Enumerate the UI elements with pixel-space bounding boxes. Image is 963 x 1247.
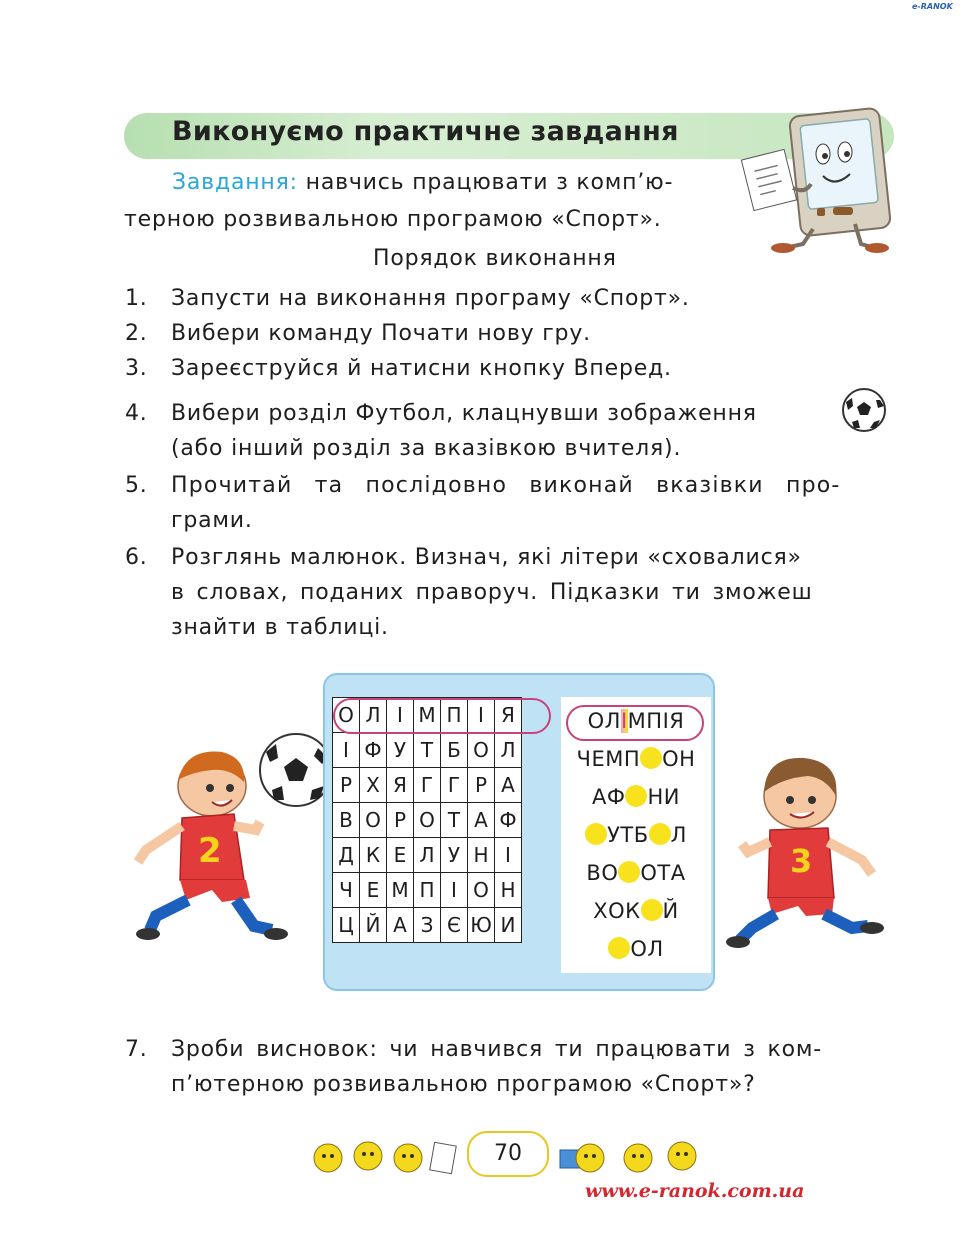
grid-row: [333, 803, 522, 838]
grid-cell: Л: [495, 733, 522, 768]
grid-cell: Д: [333, 838, 360, 873]
task-text-1: навчись працювати з комп’ю-: [305, 170, 674, 195]
hidden-letter-dot: [585, 823, 607, 845]
grid-cell: І: [468, 698, 495, 733]
hidden-letter-dot: [618, 861, 640, 883]
grid-cell: Я: [495, 698, 522, 733]
word-part: МПІЯ: [627, 709, 685, 733]
grid-cell: Ч: [333, 873, 360, 908]
grid-cell: О: [360, 803, 387, 838]
grid-cell: Е: [387, 838, 414, 873]
hidden-letter-dot: [640, 747, 662, 769]
step-text: Вибери розділ Футбол, клацнувши зображення: [171, 401, 757, 426]
grid-cell: В: [333, 803, 360, 838]
grid-cell: О: [414, 803, 441, 838]
soccer-ball-icon: [840, 386, 888, 434]
word-part: ОТА: [640, 861, 686, 885]
jersey-number: 2: [198, 831, 222, 871]
grid-cell: І: [495, 838, 522, 873]
step-text: Розглянь малюнок. Визнач, які літери «сховалися»: [171, 545, 802, 570]
revealed-letter: І: [620, 709, 628, 733]
grid-row: [333, 733, 522, 768]
word-part: Л: [670, 823, 687, 847]
jersey-number: 3: [790, 842, 813, 880]
highlight-oval: [566, 705, 704, 741]
word-part: ЧЕМП: [576, 747, 641, 771]
puzzle-word: [561, 785, 711, 809]
step-text: Прочитай та послідовно виконай вказівки про-: [171, 473, 841, 498]
grid-cell: Т: [414, 733, 441, 768]
step-2: [125, 316, 890, 351]
step-number: 3.: [125, 356, 148, 381]
grid-cell: Я: [387, 768, 414, 803]
step-3: [125, 351, 890, 386]
grid-cell: З: [414, 908, 441, 943]
grid-cell: О: [333, 698, 360, 733]
grid-cell: І: [441, 873, 468, 908]
step-text: (або інший розділ за вказівкою вчителя).: [171, 436, 682, 461]
step-text: грами.: [171, 508, 253, 533]
word-part: ОЛ: [630, 937, 664, 961]
grid-cell: Ц: [333, 908, 360, 943]
publisher-url: www.e-ranok.com.ua: [585, 1180, 805, 1202]
grid-row: [333, 908, 522, 943]
grid-cell: Х: [360, 768, 387, 803]
puzzle-word: [561, 823, 711, 847]
grid-cell: Н: [495, 873, 522, 908]
grid-cell: Є: [441, 908, 468, 943]
grid-cell: У: [441, 838, 468, 873]
grid-cell: И: [495, 908, 522, 943]
grid-cell: Т: [441, 803, 468, 838]
step-number: 7.: [125, 1037, 148, 1062]
grid-cell: О: [468, 873, 495, 908]
grid-cell: Л: [360, 698, 387, 733]
grid-cell: Р: [333, 768, 360, 803]
grid-cell: К: [360, 838, 387, 873]
step-1: [125, 281, 890, 316]
task-line-2: терною розвивальною програмою «Спорт».: [124, 207, 662, 232]
tablet-mascot-illustration: [735, 104, 895, 256]
step-5: [125, 468, 890, 538]
hidden-letter-dot: [649, 823, 671, 845]
step-text: Вибери команду Почати нову гру.: [171, 321, 591, 346]
hidden-letter-dot: [608, 937, 630, 959]
grid-cell: Г: [414, 768, 441, 803]
highlight-oval: [333, 698, 551, 734]
step-text: Зроби висновок: чи навчився ти працювати з ком-: [171, 1037, 822, 1062]
grid-cell: Р: [387, 803, 414, 838]
publisher-logo: e-RANOK: [912, 2, 953, 11]
grid-cell: Е: [360, 873, 387, 908]
grid-row: [333, 768, 522, 803]
grid-cell: П: [414, 873, 441, 908]
step-text: в словах, поданих праворуч. Підказки ти зможеш: [171, 580, 813, 605]
grid-cell: М: [414, 698, 441, 733]
hidden-letter-dot: [625, 785, 647, 807]
grid-cell: Н: [468, 838, 495, 873]
step-number: 6.: [125, 545, 148, 570]
task-label: Завдання:: [172, 170, 298, 195]
step-text: п’ютерною розвивальною програмою «Спорт»?: [171, 1072, 756, 1097]
step-7: [125, 1032, 890, 1102]
word-part: ОЛ: [587, 709, 621, 733]
task-line-1: [172, 166, 673, 200]
grid-row: [333, 838, 522, 873]
grid-cell: І: [333, 733, 360, 768]
mascots-right-decoration: [556, 1134, 702, 1178]
grid-cell: Ф: [495, 803, 522, 838]
puzzle-word: [561, 899, 711, 923]
step-6: [125, 540, 890, 645]
grid-cell: О: [468, 733, 495, 768]
soccer-player-left-illustration: [126, 730, 326, 942]
procedure-heading: Порядок виконання: [373, 246, 617, 271]
word-part: НИ: [647, 785, 680, 809]
step-number: 5.: [125, 473, 148, 498]
page-title: Виконуємо практичне завдання: [172, 116, 679, 147]
grid-cell: А: [468, 803, 495, 838]
step-text: Запусти на виконання програму «Спорт».: [171, 286, 690, 311]
grid-cell: Й: [360, 908, 387, 943]
grid-cell: А: [495, 768, 522, 803]
grid-row: [333, 873, 522, 908]
grid-cell: Р: [468, 768, 495, 803]
grid-cell: Г: [441, 768, 468, 803]
hidden-letter-dot: [641, 899, 663, 921]
grid-cell: Б: [441, 733, 468, 768]
word-part: ОН: [662, 747, 696, 771]
grid-cell: М: [387, 873, 414, 908]
grid-cell: А: [387, 908, 414, 943]
step-text: знайти в таблиці.: [171, 615, 389, 640]
page-number: 70: [467, 1131, 549, 1177]
puzzle-word: [561, 747, 711, 771]
puzzle-word: [561, 861, 711, 885]
grid-cell: І: [387, 698, 414, 733]
step-text: Зареєструйся й натисни кнопку Вперед.: [171, 356, 672, 381]
step-4: [125, 396, 890, 466]
grid-cell: Л: [414, 838, 441, 873]
word-part: ХОК: [593, 899, 641, 923]
word-part: ВО: [586, 861, 619, 885]
grid-cell: П: [441, 698, 468, 733]
grid-cell: Ф: [360, 733, 387, 768]
soccer-player-right-illustration: [712, 748, 888, 948]
grid-cell: У: [387, 733, 414, 768]
word-part: УТБ: [607, 823, 649, 847]
mascots-left-decoration: [308, 1134, 464, 1178]
word-part: АФ: [592, 785, 626, 809]
step-number: 2.: [125, 321, 148, 346]
step-number: 4.: [125, 401, 148, 426]
grid-cell: Ю: [468, 908, 495, 943]
step-number: 1.: [125, 286, 148, 311]
puzzle-word: [561, 937, 711, 961]
word-part: Й: [662, 899, 679, 923]
